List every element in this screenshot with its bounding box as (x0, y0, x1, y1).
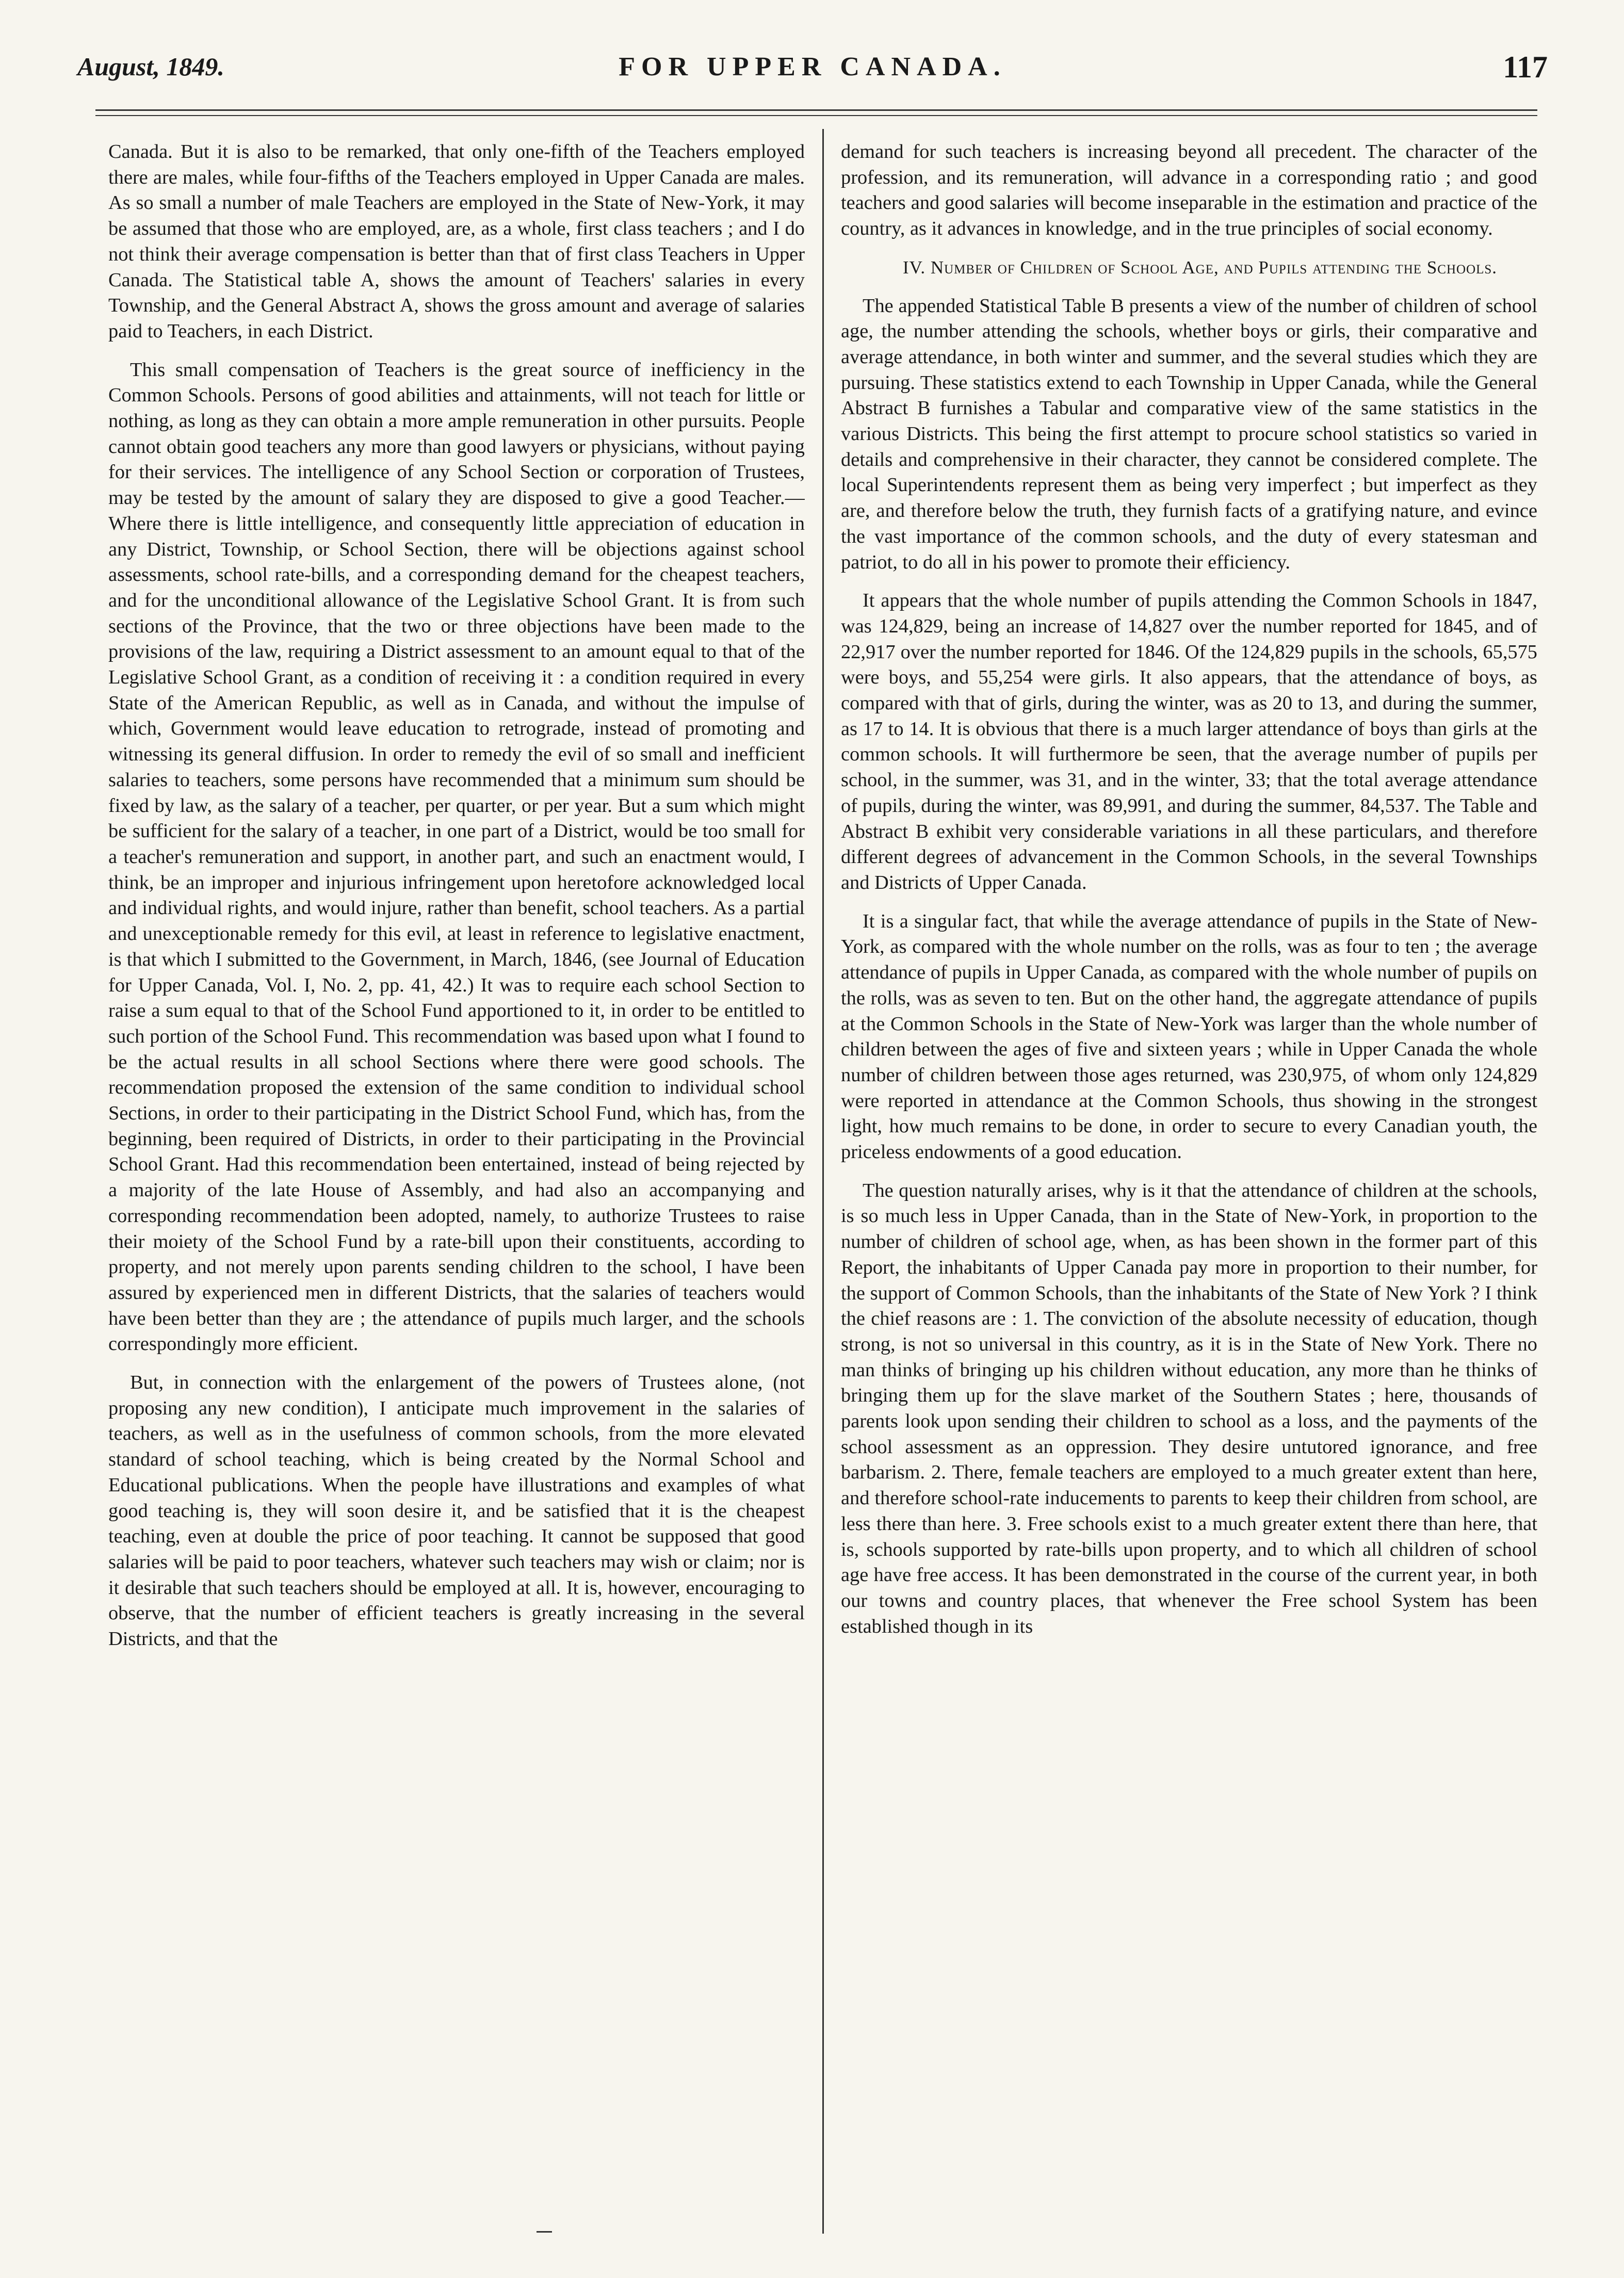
column-divider (822, 129, 824, 2234)
page-number: 117 (1503, 50, 1548, 84)
paragraph: It is a singular fact, that while the average attendance of pupils in the State of New-York, as compared with the whole number on the rolls, was as four to ten ; the average attendance of pupils in Upper Canada, as compared with the whole number of pupils on the rolls, was as seven to ten. But on the other hand, the aggregate attendance of pupils at the Common Schools in the State of New-York was larger than the whole number of children between the ages of five and sixteen years ; while in Upper Canada the whole number of children between those ages returned, was 230,975, of whom only 124,829 were reported in attendance at the Common Schools, thus showing in the strongest light, how much remains to be done, in order to secure to every Canadian youth, the priceless endowments of a good education. (841, 910, 1537, 1163)
running-title: FOR UPPER CANADA. (619, 52, 1006, 82)
footer-mark (537, 2231, 552, 2233)
section-heading: IV. Number of Children of School Age, and Pupils attending the Schools. (902, 257, 1498, 278)
issue-date: August, 1849. (77, 52, 224, 81)
paragraph: It appears that the whole number of pupils attending the Common Schools in 1847, was 124,829, being an increase of 14,827 over the number reported for 1845, and of 22,917 over the number reported for 1846. Of the 124,829 pupils in the schools, 65,575 were boys, and 55,254 were girls. It also appears, that the attendance of boys, as compared with that of girls, during the winter, was as 20 to 13, and during the summer, as 17 to 14. It is obvious that there is a much larger attendance of boys than girls at the common schools. It will furthermore be seen, that the average number of pupils per school, in the summer, was 31, and in the winter, 33; that the total average attendance of pupils, during the winter, was 89,991, and during the summer, 84,537. The Table and Abstract B exhibit very considerable variations in all these particulars, and therefore different degrees of advancement in the Common Schools, in the several Townships and Districts of Upper Canada. (841, 590, 1537, 893)
header-rule-bottom (95, 115, 1537, 116)
paragraph: Canada. But it is also to be remarked, that only one-fifth of the Teachers employed there are males, while four-fifths of the Teachers employed in Upper Canada are males. As so small a number of male Teachers are employed in the State of New-York, it may be assumed that those who are employed, are, as a whole, first class teachers ; and I do not think their average compensation is better than that of first class Teachers in Upper Canada. The Statistical table A, shows the amount of Teachers' salaries in every Township, and the General Abstract A, shows the gross amount and average of salaries paid to Teachers, in each District. (108, 141, 805, 342)
paragraph: demand for such teachers is increasing beyond all precedent. The character of the profession, and its remuneration, will advance in a corresponding ratio ; and good teachers and good salaries will become inseparable in the estimation and practice of the country, as it advances in knowledge, and in the true principles of social economy. (841, 141, 1537, 240)
header-rule-top (95, 109, 1537, 111)
paragraph: But, in connection with the enlargement of the powers of Trustees alone, (not proposing any new condition), I anticipate much improvement in the salaries of teachers, as well as in the usefulness of common schools, from the more elevated standard of school teaching, which is being created by the Normal School and Educational publications. When the people have illustrations and examples of what good teaching is, they will soon desire it, and be satisfied that it is the cheapest teaching, even at double the price of poor teaching. It cannot be supposed that good salaries will be paid to poor teachers, whatever such teachers may wish or claim; nor is it desirable that such teachers should be employed at all. It is, however, encouraging to observe, that the number of efficient teachers is greatly increasing in the several Districts, and that the (108, 1372, 805, 1650)
paragraph: The question naturally arises, why is it that the attendance of children at the schools, is so much less in Upper Canada, than in the State of New-York, in proportion to the number of children of school age, when, as has been shown in the former part of this Report, the inhabitants of Upper Canada pay more in proportion to their number, for the support of Common Schools, than the inhabitants of the State of New York ? I think the chief reasons are : 1. The conviction of the absolute necessity of education, though strong, is not so universal in this country, as it is in the State of New York. There no man thinks of bringing up his children without education, any more than he thinks of bringing them up for the slave market of the Southern States ; here, thousands of parents look upon sending their children to school as a loss, and the payments of the school assessment as an oppression. They desire untutored ignorance, and free barbarism. 2. There, female teachers are employed to a much greater extent than here, and therefore school-rate inducements to parents to keep their children from school, are less there than here. 3. Free schools exist to a much greater extent there than here, that is, schools supported by rate-bills upon property, and to which all children of school age have free access. It has been demonstrated in the course of the current year, in both our towns and country places, that whenever the Free school System has been established though in its (841, 1179, 1537, 1637)
right-column (841, 139, 1537, 2218)
paragraph: The appended Statistical Table B presents a view of the number of children of school age, the number attending the schools, whether boys or girls, their comparative and average attendance, in both winter and summer, and the several studies which they are pursuing. These statistics extend to each Township in Upper Canada, while the General Abstract B furnishes a Tabular and comparative view of the same statistics in the various Districts. This being the first attempt to procure school statistics so varied in details and comprehensive in their character, they cannot be considered complete. The local Superintendents represent them as being very imperfect ; but imperfect as they are, and therefore below the truth, they furnish facts of a gratifying nature, and evince the vast importance of the common schools, and the duty of every statesman and patriot, to do all in his power to promote their efficiency. (841, 295, 1537, 573)
page-header (77, 52, 1548, 88)
paragraph: This small compensation of Teachers is the great source of inefficiency in the Common Schools. Persons of good abilities and attainments, will not teach for little or nothing, as long as they can obtain a more ample remuneration in other pursuits. People cannot obtain good teachers any more than good lawyers or physicians, without paying for their services. The intelligence of any School Section or corporation of Trustees, may be tested by the amount of salary they are disposed to give a good Teacher.— Where there is little intelligence, and consequently little appreciation of education in any District, Township, or School Section, there will be objections against school assessments, school rate-bills, and a corresponding demand for the cheapest teachers, and for the unconditional allowance of the Legislative School Grant. It is from such sections of the Province, that the two or three objections have been made to the provisions of the law, requiring a District assessment to an amount equal to that of the Legislative School Grant, as a condition of receiving it : a condition required in every State of the American Republic, as well as in Canada, and without the impulse of which, Government would leave education to retrograde, instead of promoting and witnessing its general diffusion. In order to remedy the evil of so small and inefficient salaries to teachers, some persons have recommended that a minimum sum should be fixed by law, as the salary of a teacher, per quarter, or per year. But a sum which might be sufficient for the salary of a teacher, in one part of a District, would be too small for a teacher's remuneration and support, in another part, and such an enactment would, I think, be an improper and injurious infringement upon heretofore acknowledged local and individual rights, and would injure, rather than benefit, school teachers. As a partial and unexceptionable remedy for this evil, at least in reference to legislative enactment, is that which I submitted to the Government, in March, 1846, (see Journal of Education for Upper Canada, Vol. I, No. 2, pp. 41, 42.) It was to require each school Section to raise a sum equal to that of the School Fund apportioned to it, in order to be entitled to such portion of the School Fund. This recommendation was based upon what I found to be the actual results in all school Sections where there were good schools. The recommendation proposed the extension of the same condition to individual school Sections, in order to their participating in the District School Fund, which has, from the beginning, been required of Districts, in order to their participating in the Provincial School Grant. Had this recommendation been entertained, instead of being rejected by a majority of the late House of Assembly, and had also an accompanying and corresponding recommendation been adopted, namely, to authorize Trustees to raise their moiety of the School Fund by a rate-bill upon their constituents, according to property, and not merely upon parents sending children to the school, I have been assured by experienced men in different Districts, that the salaries of teachers would have been better than they are ; the attendance of pupils much larger, and the schools correspondingly more efficient. (108, 359, 805, 1355)
left-column (108, 139, 805, 2218)
